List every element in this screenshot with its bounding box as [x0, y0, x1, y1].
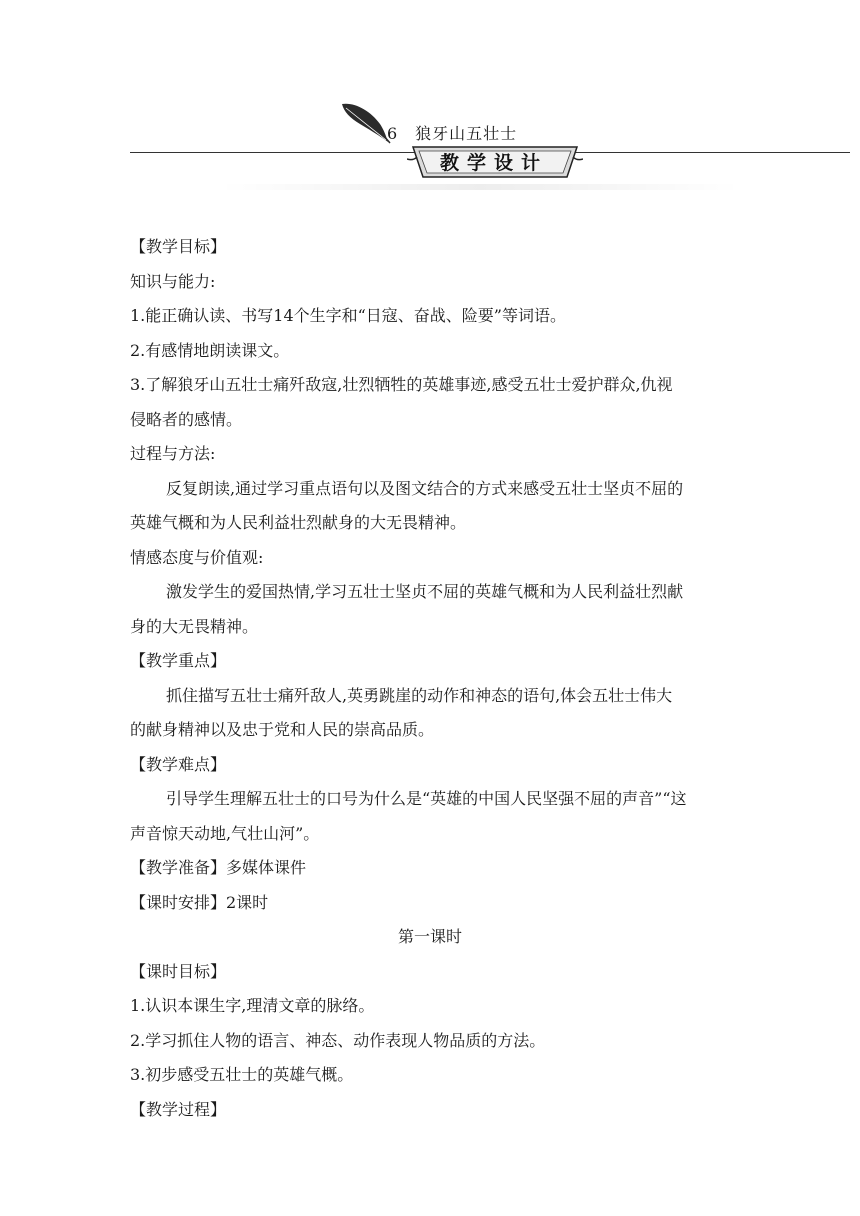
lesson-goal-item-3: 3.初步感受五壮士的英雄气概。: [130, 1065, 354, 1084]
teaching-process-heading: 【教学过程】: [130, 1099, 227, 1119]
banner-shadow: [220, 184, 740, 190]
page-header: [0, 0, 860, 200]
goal-item-1: 1.能正确认读、书写14个生字和“日寇、奋战、险要”等词语。: [130, 306, 566, 325]
process-paragraph-continued: 英雄气概和为人民利益壮烈献身的大无畏精神。: [130, 513, 467, 532]
goal-item-3: 3.了解狼牙山五壮士痛歼敌寇,壮烈牺牲的英雄事迹,感受五壮士爱护群众,仇视: [130, 375, 673, 394]
chapter-title: 6 狼牙山五壮士: [387, 124, 518, 143]
quill-pen-icon: [340, 100, 392, 144]
goal-item-2: 2.有感情地朗读课文。: [130, 340, 290, 360]
difficulty-heading: 【教学难点】: [130, 754, 227, 774]
emotion-heading: 情感态度与价值观:: [130, 547, 264, 567]
lesson-goal-item-2: 2.学习抓住人物的语言、神态、动作表现人物品质的方法。: [130, 1030, 546, 1050]
goal-item-3-continued: 侵略者的感情。: [130, 409, 243, 429]
section-banner-label: 教学设计: [439, 152, 548, 174]
emotion-paragraph-continued: 身的大无畏精神。: [130, 616, 259, 636]
document-body: [130, 230, 730, 1127]
process-paragraph: 反复朗读,通过学习重点语句以及图文结合的方式来感受五壮士坚贞不屈的: [166, 478, 684, 498]
lesson-title: 第一课时: [397, 927, 462, 946]
key-points-paragraph: 抓住描写五壮士痛歼敌人,英勇跳崖的动作和神态的语句,体会五壮士伟大: [166, 685, 673, 705]
difficulty-paragraph-continued: 声音惊天动地,气壮山河”。: [130, 823, 320, 843]
schedule-line: 【课时安排】2课时: [130, 892, 269, 912]
key-points-heading: 【教学重点】: [130, 651, 227, 670]
difficulty-paragraph: 引导学生理解五壮士的口号为什么是“英雄的中国人民坚强不屈的声音”“这: [166, 789, 687, 808]
lesson-goals-heading: 【课时目标】: [130, 961, 227, 981]
knowledge-heading: 知识与能力:: [130, 271, 216, 291]
emotion-paragraph: 激发学生的爱国热情,学习五壮士坚贞不屈的英雄气概和为人民利益壮烈献: [166, 582, 684, 601]
preparation-line: 【教学准备】多媒体课件: [130, 858, 307, 877]
key-points-paragraph-continued: 的献身精神以及忠于党和人民的崇高品质。: [130, 720, 435, 739]
goals-heading: 【教学目标】: [130, 237, 227, 256]
process-heading: 过程与方法:: [130, 444, 216, 463]
lesson-goal-item-1: 1.认识本课生字,理清文章的脉络。: [130, 996, 375, 1015]
